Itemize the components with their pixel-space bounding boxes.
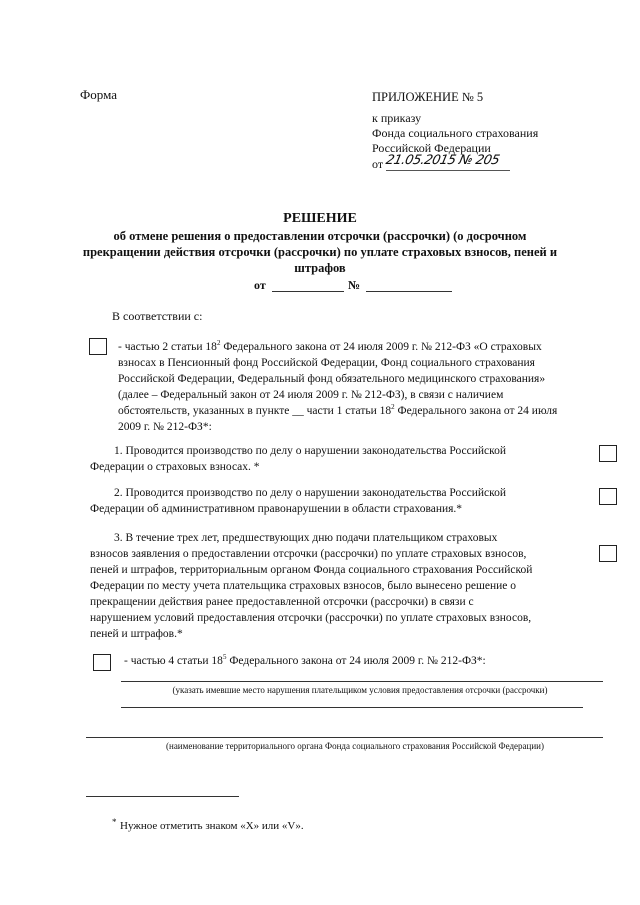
organ-name-line[interactable] <box>86 737 603 738</box>
footnote-separator <box>86 796 239 797</box>
order-line-1: к приказу <box>372 111 422 125</box>
subtitle-line-2: прекращении действия отсрочки (рассрочки) по уплате страховых взносов, пеней и <box>82 245 558 259</box>
form-label: Форма <box>80 87 117 102</box>
item1-line-1: 1. Проводится производство по делу о нарушении законодательства Российской <box>114 445 507 457</box>
decision-number-label: № <box>348 278 361 292</box>
clause-part2-line-2: взносах в Пенсионный фонд Российской Федерации, Фонд социального страхования <box>118 357 535 369</box>
decision-date-label: от <box>254 278 266 292</box>
violation-caption: (указать имевшие место нарушения плательщиком условия предоставления отсрочки (рассрочки) <box>172 685 548 695</box>
checkbox-part2[interactable] <box>89 338 107 355</box>
footnote-mark: * <box>112 817 117 827</box>
clause-part2-line-5: обстоятельств, указанных в пункте __ части 1 статьи $18^2$ Федерального закона от 24 июля <box>118 403 558 417</box>
item3-line-2: взносов заявления о предоставлении отсрочки (рассрочки) по уплате страховых взносов, <box>90 548 527 560</box>
checkbox-item2[interactable] <box>599 488 617 505</box>
order-date-underline <box>386 170 510 171</box>
item1-line-2: Федерации о страховых взносах. * <box>90 461 260 473</box>
item3-line-6: нарушением условий предоставления отсрочки (рассрочки) по уплате страховых взносов, <box>90 612 532 624</box>
intro-text: В соответствии с: <box>112 309 203 323</box>
organ-caption: (наименование территориального органа Фонда социального страхования Российской Федерации) <box>166 741 544 751</box>
clause-part4-line: - частью 4 статьи $18^5$ Федерального закона от 24 июля 2009 г. № 212-ФЗ*: <box>124 653 486 667</box>
item3-line-3: пеней и штрафов, территориальным органом Фонда социального страхования Российской <box>90 564 533 576</box>
item2-line-1: 2. Проводится производство по делу о нарушении законодательства Российской <box>114 487 507 499</box>
item3-line-5: прекращении действия ранее предоставленной отсрочки (рассрочки) в связи с <box>90 596 474 608</box>
clause-part2-line-3: Российской Федерации, Федеральный фонд обязательного медицинского страхования» <box>118 373 546 385</box>
violation-line-2[interactable] <box>121 707 583 708</box>
clause-part2-line-4: (далее – Федеральный закон от 24 июля 2009 г. № 212-ФЗ), в связи с наличием <box>118 389 504 401</box>
subtitle-line-1: об отмене решения о предоставлении отсрочки (рассрочки) (о досрочном <box>113 229 527 243</box>
item3-line-1: 3. В течение трех лет, предшествующих дню подачи плательщиком страховых <box>114 532 498 544</box>
decision-date-field[interactable] <box>272 291 344 292</box>
checkbox-part4[interactable] <box>93 654 111 671</box>
footnote-text: Нужное отметить знаком «X» или «V». <box>120 820 304 832</box>
document-heading: РЕШЕНИЕ <box>283 211 357 226</box>
violation-line-1[interactable] <box>121 681 603 682</box>
order-line-3: Российской Федерации <box>372 141 491 155</box>
clause-part2-line-6: 2009 г. № 212-ФЗ*: <box>118 421 212 433</box>
clause-part2-line-1: - частью 2 статьи $18^2$ Федерального закона от 24 июля 2009 г. № 212-ФЗ «О страховых <box>118 339 542 353</box>
decision-number-field[interactable] <box>366 291 452 292</box>
order-line-2: Фонда социального страхования <box>372 126 539 140</box>
handwritten-order-date: 21.05.2015 № 205 <box>384 153 501 168</box>
checkbox-item3[interactable] <box>599 545 617 562</box>
checkbox-item1[interactable] <box>599 445 617 462</box>
order-date-prefix: от <box>372 157 384 171</box>
subtitle-line-3: штрафов <box>294 261 346 275</box>
appendix-label: ПРИЛОЖЕНИЕ № 5 <box>372 90 484 104</box>
item2-line-2: Федерации об административном правонарушении в области страхования.* <box>90 503 463 515</box>
item3-line-7: пеней и штрафов.* <box>90 628 183 640</box>
item3-line-4: Федерации по месту учета плательщика страховых взносов, было вынесено решение о <box>90 580 517 592</box>
